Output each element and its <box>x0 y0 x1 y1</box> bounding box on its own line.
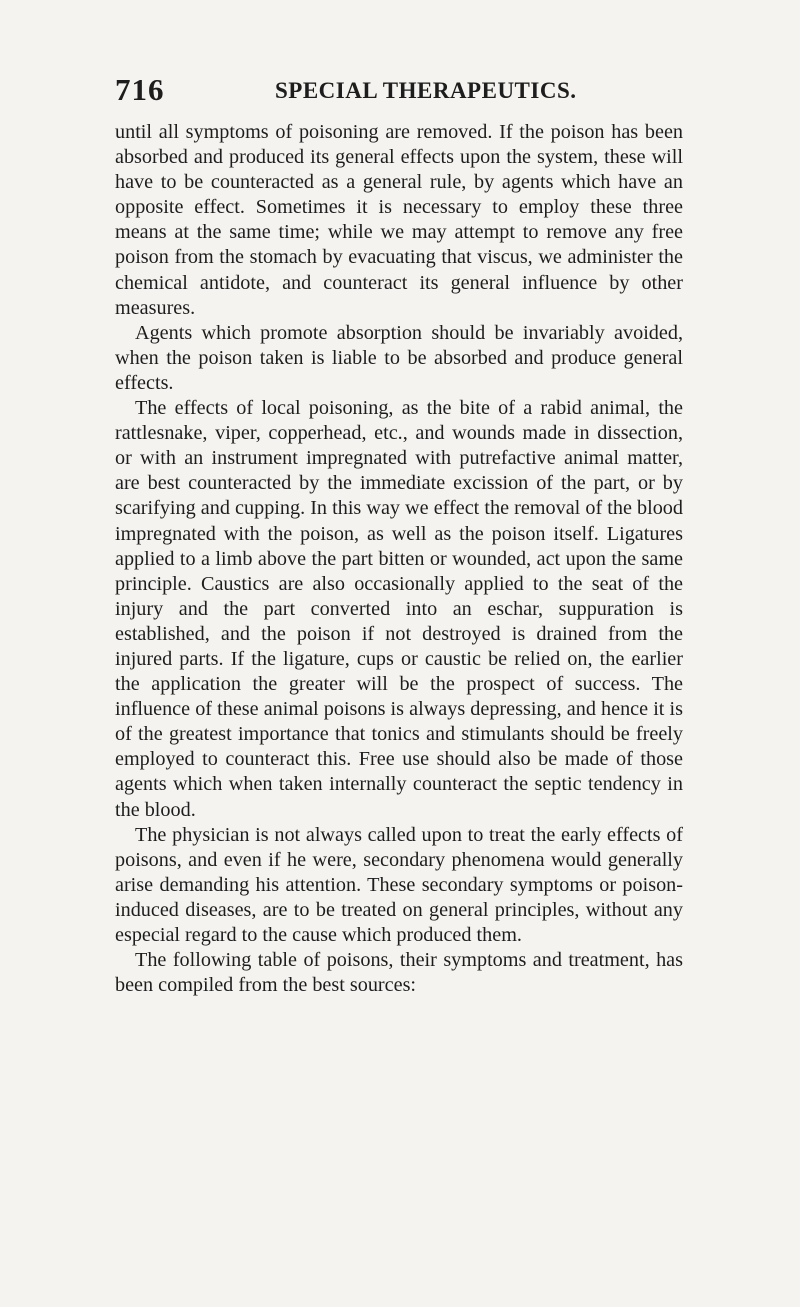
paragraph-continued: until all symptoms of poisoning are removed. If the poison has been absorbed and produced its general effects upon the system, these will have to be counteracted as a general rule, by agents which have an opposite effect. Sometimes it is necessary to employ these three means at the same time; while we may attempt to remove any free poison from the stomach by evacuating that viscus, we administer the chemical antidote, and counteract its general influence by other measures. <box>115 121 683 319</box>
paragraph-local-poisoning: The effects of local poisoning, as the bite of a rabid animal, the rattlesnake, viper, copperhead, etc., and wounds made in dissection, or with an instrument impregnated with putrefactive animal matter, are best counteracted by the immediate excission of the part, or by scarifying and cupping. In this way we effect the removal of the blood impregnated with the poison, as well as the poison itself. Ligatures applied to a limb above the part bitten or wounded, act upon the same principle. Caustics are also occasionally applied to the seat of the injury and the part converted into an eschar, suppuration is established, and the poison if not destroyed is drained from the injured parts. If the ligature, cups or caustic be relied on, the earlier the application the greater will be the prospect of success. The influence of these animal poisons is always depressing, and hence it is of the greatest importance that tonics and stimulants should be freely employed to counteract this. Free use should also be made of those agents which when taken internally counteract the septic tendency in the blood. <box>115 397 683 821</box>
paragraph-table-intro: The following table of poisons, their symptoms and treatment, has been compiled from the best sources: <box>115 949 683 997</box>
running-head: SPECIAL THERAPEUTICS. <box>275 78 577 103</box>
body-text <box>115 120 683 998</box>
page-number: 716 <box>115 72 165 107</box>
paragraph-absorption: Agents which promote absorption should be invariably avoided, when the poison taken is liable to be absorbed and produce general effects. <box>115 321 683 394</box>
page-header <box>115 72 690 112</box>
paragraph-secondary-symptoms: The physician is not always called upon to treat the early effects of poisons, and even if he were, secondary phenomena would generally arise demanding his attention. These secondary symptoms or poison-induced diseases, are to be treated on general principles, without any especial regard to the cause which produced them. <box>115 823 683 946</box>
